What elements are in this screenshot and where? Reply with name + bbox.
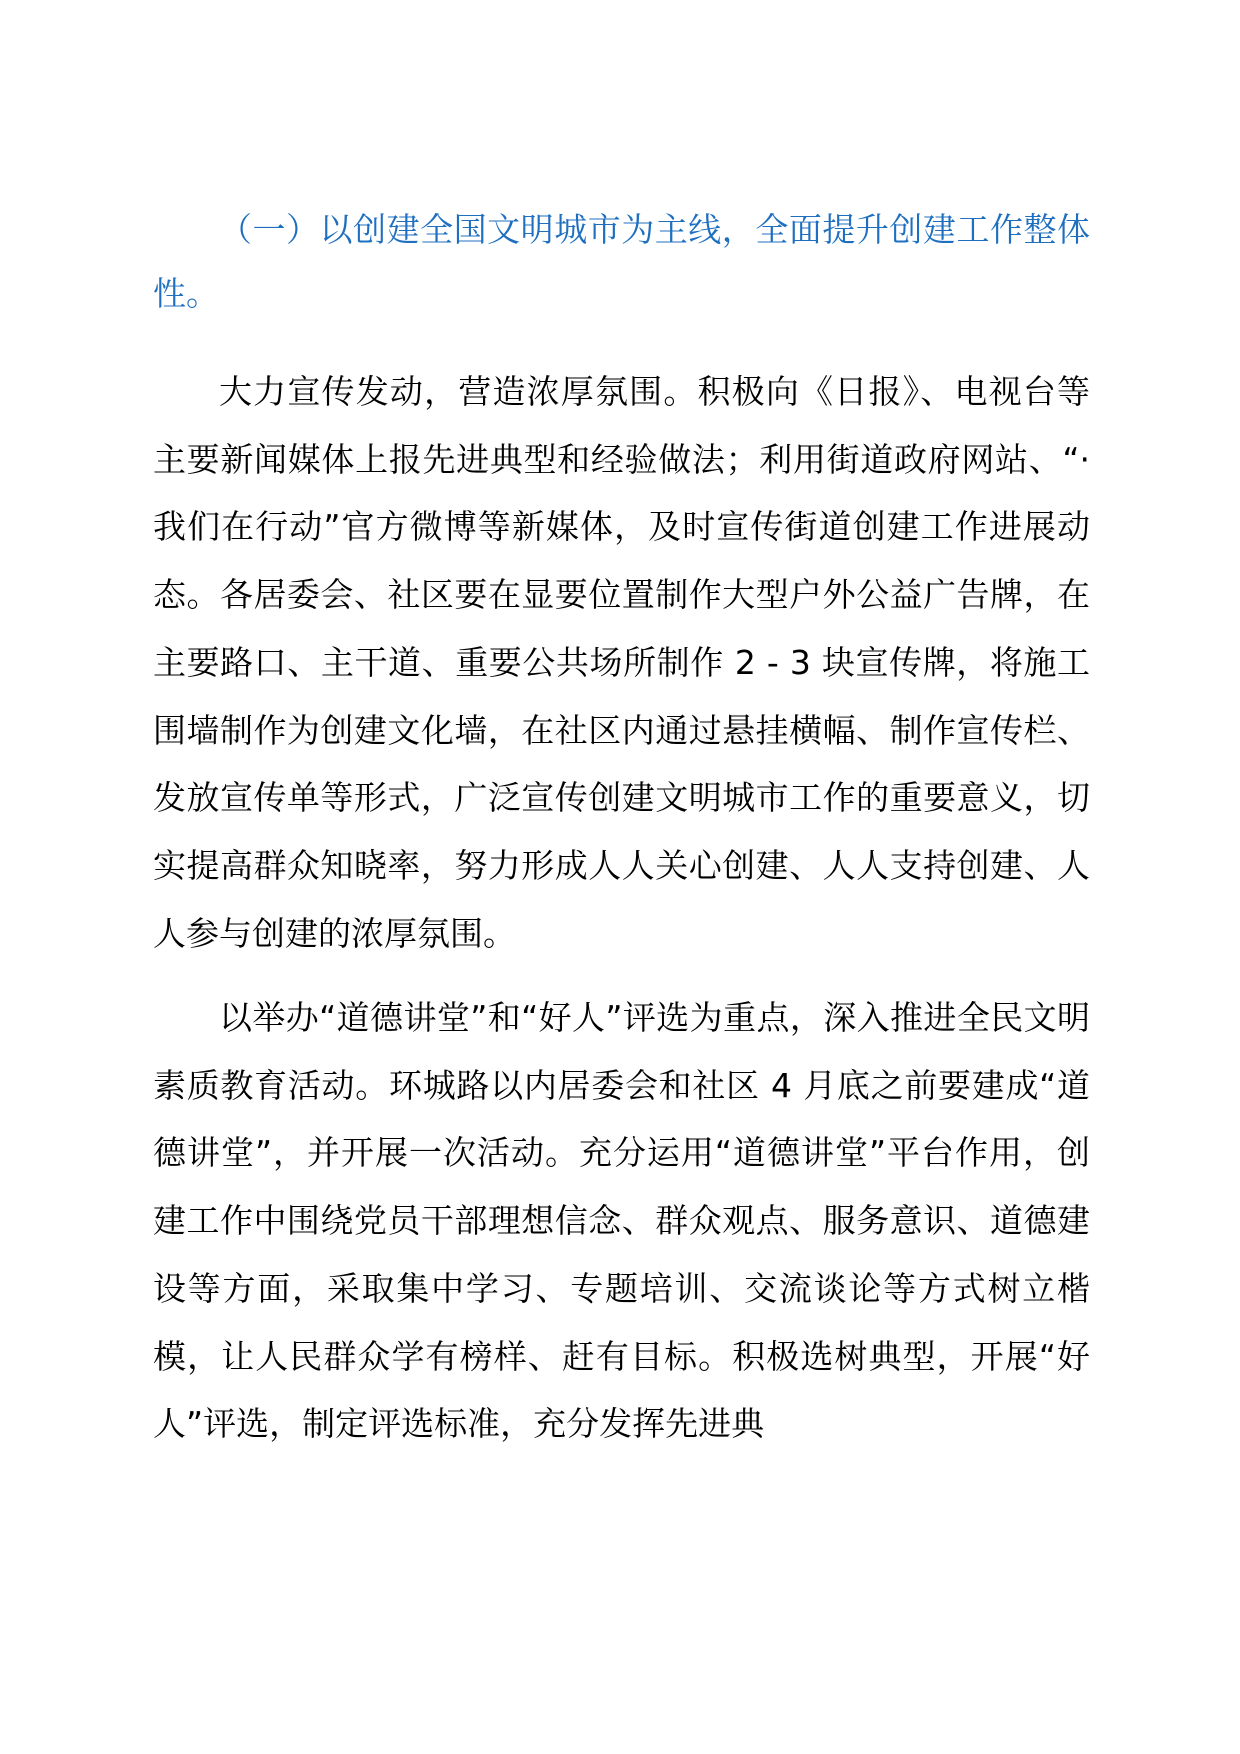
paragraph-publicity: 大力宣传发动，营造浓厚氛围。积极向《日报》、电视台等主要新闻媒体上报先进典型和经验做法；利用街道政府网站、“·我们在行动”官方微博等新媒体，及时宣传街道创建工作进展动态。各居委会、社区要在显要位置制作大型户外公益广告牌，在主要路口、主干道、重要公共场所制作 2 - 3 块宣传牌，将施工围墙制作为创建文化墙，在社区内通过悬挂横幅、制作宣传栏、发放宣传单等形式，广泛宣传创建文明城市工作的重要意义，切实提高群众知晓率，努力形成人人关心创建、人人支持创建、人人参与创建的浓厚氛围。 <box>153 372 1090 953</box>
paragraph-moral-lecture: 以举办“道德讲堂”和“好人”评选为重点，深入推进全民文明素质教育活动。环城路以内居委会和社区 4 月底之前要建成“道德讲堂”，并开展一次活动。充分运用“道德讲堂”平台作用，创建工作中围绕党员干部理想信念、群众观点、服务意识、道德建设等方面，采取集中学习、专题培训、交流谈论等方式树立楷模，让人民群众学有榜样、赶有目标。积极选树典型，开展“好人”评选，制定评选标准，充分发挥先进典 <box>153 998 1090 1444</box>
section-heading: （一）以创建全国文明城市为主线，全面提升创建工作整体性。 <box>153 210 1090 313</box>
